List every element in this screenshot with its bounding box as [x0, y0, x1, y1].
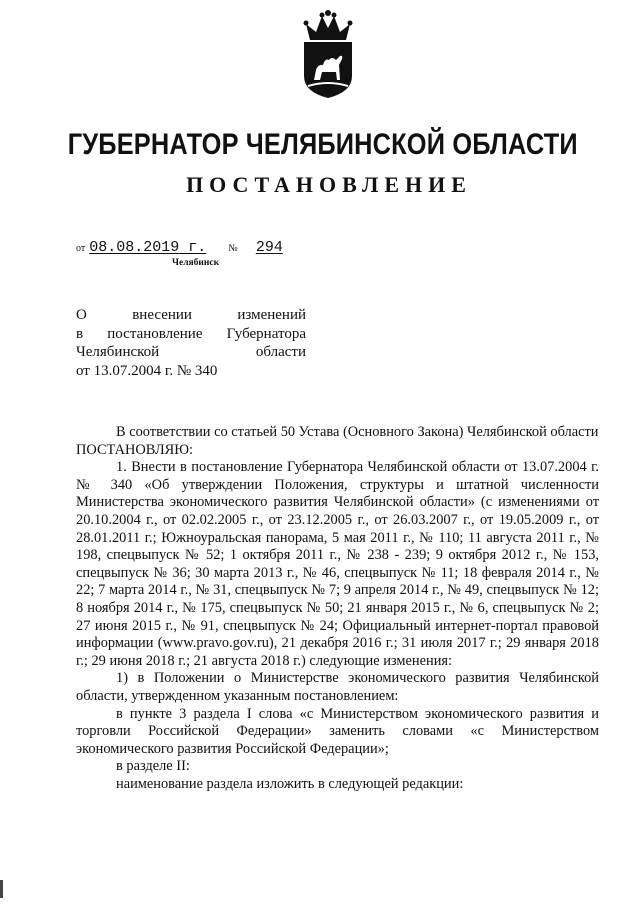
document-date: 08.08.2019 г. — [89, 239, 207, 256]
number-label: № — [228, 243, 238, 254]
subject-line: в постановление Губернатора — [76, 325, 306, 342]
decree-word: ПОСТАНОВЛЯЮ: — [76, 441, 194, 458]
coat-of-arms-icon — [296, 10, 360, 100]
scan-edge-mark — [0, 880, 3, 898]
body-paragraph: 1) в Положении о Министерстве экономического развития Челябинской области, утвержденном указанным постановлением: — [76, 670, 599, 704]
document-meta — [76, 238, 295, 256]
intro-paragraph: В соответствии со статьей 50 Устава (Основного Закона) Челябинской области — [116, 424, 599, 440]
subject-line: Челябинской области — [76, 344, 306, 360]
document-number: 294 — [255, 239, 283, 256]
subject-line: О внесении изменений — [76, 307, 306, 323]
date-label: от — [76, 243, 86, 254]
document-subject — [76, 306, 306, 380]
body-paragraph: в пункте 3 раздела I слова «с Министерством экономического развития и торговли Российской Федерации» заменить словами «с Министерством экономического развития Российской Федерации»; — [76, 705, 599, 757]
subject-line: от 13.07.2004 г. № 340 — [76, 362, 218, 379]
body-paragraph: в разделе II: — [116, 758, 190, 775]
governor-title: ГУБЕРНАТОР ЧЕЛЯБИНСКОЙ ОБЛАСТИ — [67, 128, 578, 161]
body-paragraph: наименование раздела изложить в следующей редакции: — [116, 775, 464, 792]
city-label: Челябинск — [172, 258, 220, 268]
document-type: ПОСТАНОВЛЕНИЕ — [186, 172, 472, 197]
body-paragraph: 1. Внести в постановление Губернатора Челябинской области от 13.07.2004 г. № 340 «Об утверждении Положения, структуры и штатной численности Министерства экономического развития Челябинской области» (с изменениями от 20.10.2004 г., от 02.02.2005 г., от 23.12.2005 г., от 26.03.2007 г., от 19.05.2009 г., от 28.01.2011 г.; Южноуральская панорама, 5 мая 2011 г., № 110; 11 августа 2011 г., № 198, спецвыпуск № 52; 1 октября 2011 г., № 238 - 239; 9 октября 2012 г., № 153, спецвыпуск № 36; 30 марта 2013 г., № 46, спецвыпуск № 11; 18 февраля 2014 г., № 22; 7 марта 2014 г., № 31, спецвыпуск № 7; 9 апреля 2014 г., № 49, спецвыпуск № 12; 8 ноября 2014 г., № 175, спецвыпуск № 50; 21 января 2015 г., № 6, спецвыпуск № 2; 27 июня 2015 г., № 91, спецвыпуск № 24; Официальный интернет-портал правовой информации (www.pravo.gov.ru), 21 декабря 2016 г.; 31 июля 2017 г.; 29 января 2018 г.; 29 июня 2018 г.; 21 августа 2018 г.) следующие изменения: — [76, 459, 599, 669]
document-body — [76, 424, 599, 793]
